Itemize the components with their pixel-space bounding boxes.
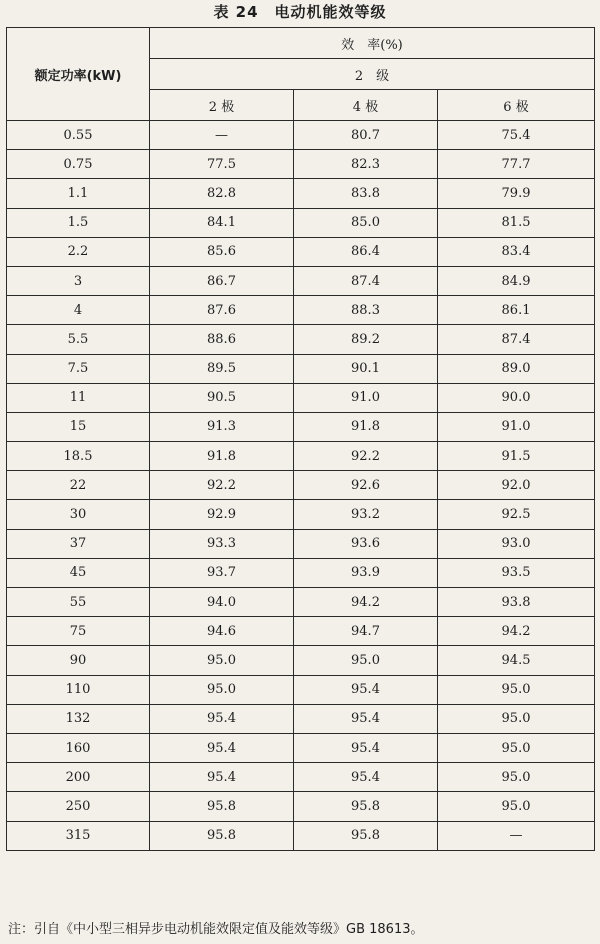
efficiency-cell: 93.3 — [150, 529, 294, 558]
efficiency-cell: 85.0 — [294, 208, 438, 237]
rated-power-cell: 250 — [7, 792, 150, 821]
efficiency-cell: 92.0 — [438, 471, 595, 500]
table-row — [7, 296, 595, 325]
efficiency-cell: 81.5 — [438, 208, 595, 237]
efficiency-cell: 87.6 — [150, 296, 294, 325]
efficiency-cell: 94.6 — [150, 617, 294, 646]
rated-power-cell: 37 — [7, 529, 150, 558]
rated-power-cell: 3 — [7, 266, 150, 295]
efficiency-cell: 95.0 — [150, 675, 294, 704]
efficiency-cell: 86.4 — [294, 237, 438, 266]
efficiency-cell: 94.2 — [294, 588, 438, 617]
efficiency-cell: 90.0 — [438, 383, 595, 412]
efficiency-cell: 75.4 — [438, 121, 595, 150]
efficiency-cell: 95.4 — [294, 763, 438, 792]
efficiency-cell: 95.0 — [294, 646, 438, 675]
table-row — [7, 471, 595, 500]
efficiency-cell: 86.7 — [150, 266, 294, 295]
table-row — [7, 383, 595, 412]
efficiency-cell: 82.3 — [294, 150, 438, 179]
table-row — [7, 237, 595, 266]
table-title: 表 24 电动机能效等级 — [213, 3, 387, 21]
table-row — [7, 617, 595, 646]
efficiency-cell: 95.0 — [438, 704, 595, 733]
efficiency-cell: 92.5 — [438, 500, 595, 529]
rated-power-cell: 4 — [7, 296, 150, 325]
footnote: 注：引自《中小型三相异步电动机能效限定值及能效等级》GB 18613。 — [8, 922, 424, 937]
rated-power-cell: 132 — [7, 704, 150, 733]
table-row — [7, 792, 595, 821]
rated-power-cell: 15 — [7, 412, 150, 441]
rated-power-cell: 2.2 — [7, 237, 150, 266]
efficiency-cell: 91.8 — [150, 442, 294, 471]
efficiency-cell: 92.6 — [294, 471, 438, 500]
table-row — [7, 558, 595, 587]
efficiency-cell: 83.4 — [438, 237, 595, 266]
table-row — [7, 325, 595, 354]
efficiency-cell: 89.0 — [438, 354, 595, 383]
efficiency-cell: — — [438, 821, 595, 850]
efficiency-cell: 92.2 — [294, 442, 438, 471]
efficiency-cell: 87.4 — [294, 266, 438, 295]
efficiency-cell: 88.3 — [294, 296, 438, 325]
efficiency-cell: 93.2 — [294, 500, 438, 529]
efficiency-cell: 95.4 — [294, 675, 438, 704]
efficiency-cell: 79.9 — [438, 179, 595, 208]
efficiency-header: 效 率(%) — [150, 28, 595, 59]
rated-power-header: 额定功率(kW) — [7, 28, 150, 121]
efficiency-table — [6, 27, 595, 851]
efficiency-cell: 95.0 — [438, 733, 595, 762]
efficiency-cell: 95.8 — [150, 792, 294, 821]
rated-power-cell: 55 — [7, 588, 150, 617]
pole-header-4: 4 极 — [294, 90, 438, 121]
rated-power-cell: 110 — [7, 675, 150, 704]
rated-power-cell: 200 — [7, 763, 150, 792]
efficiency-cell: 85.6 — [150, 237, 294, 266]
table-row — [7, 704, 595, 733]
table-row — [7, 354, 595, 383]
efficiency-cell: 91.5 — [438, 442, 595, 471]
efficiency-cell: 95.4 — [294, 733, 438, 762]
table-row — [7, 179, 595, 208]
efficiency-cell: 86.1 — [438, 296, 595, 325]
efficiency-cell: 94.5 — [438, 646, 595, 675]
rated-power-cell: 1.1 — [7, 179, 150, 208]
efficiency-cell: 92.9 — [150, 500, 294, 529]
rated-power-cell: 5.5 — [7, 325, 150, 354]
efficiency-cell: 80.7 — [294, 121, 438, 150]
rated-power-cell: 45 — [7, 558, 150, 587]
efficiency-cell: 91.0 — [438, 412, 595, 441]
efficiency-cell: 95.0 — [438, 675, 595, 704]
rated-power-cell: 75 — [7, 617, 150, 646]
efficiency-cell: 93.0 — [438, 529, 595, 558]
table-row — [7, 733, 595, 762]
efficiency-cell: 95.0 — [438, 763, 595, 792]
efficiency-cell: — — [150, 121, 294, 150]
rated-power-cell: 160 — [7, 733, 150, 762]
efficiency-cell: 77.5 — [150, 150, 294, 179]
efficiency-cell: 93.5 — [438, 558, 595, 587]
efficiency-cell: 87.4 — [438, 325, 595, 354]
efficiency-cell: 93.9 — [294, 558, 438, 587]
efficiency-cell: 77.7 — [438, 150, 595, 179]
efficiency-cell: 94.7 — [294, 617, 438, 646]
efficiency-cell: 95.4 — [294, 704, 438, 733]
rated-power-cell: 315 — [7, 821, 150, 850]
efficiency-cell: 89.2 — [294, 325, 438, 354]
efficiency-cell: 95.4 — [150, 704, 294, 733]
table-row — [7, 208, 595, 237]
table-row — [7, 588, 595, 617]
rated-power-cell: 1.5 — [7, 208, 150, 237]
efficiency-cell: 92.2 — [150, 471, 294, 500]
rated-power-cell: 30 — [7, 500, 150, 529]
efficiency-cell: 95.4 — [150, 763, 294, 792]
table-row — [7, 442, 595, 471]
rated-power-cell: 0.75 — [7, 150, 150, 179]
table-row — [7, 821, 595, 850]
efficiency-cell: 91.3 — [150, 412, 294, 441]
efficiency-cell: 84.9 — [438, 266, 595, 295]
table-row — [7, 412, 595, 441]
efficiency-cell: 82.8 — [150, 179, 294, 208]
efficiency-cell: 93.6 — [294, 529, 438, 558]
table-row — [7, 529, 595, 558]
table-body — [7, 121, 595, 851]
efficiency-cell: 93.7 — [150, 558, 294, 587]
efficiency-cell: 90.1 — [294, 354, 438, 383]
efficiency-cell: 95.0 — [150, 646, 294, 675]
efficiency-cell: 94.2 — [438, 617, 595, 646]
efficiency-cell: 95.4 — [150, 733, 294, 762]
efficiency-cell: 95.0 — [438, 792, 595, 821]
efficiency-cell: 93.8 — [438, 588, 595, 617]
efficiency-cell: 88.6 — [150, 325, 294, 354]
grade-header: 2 级 — [150, 59, 595, 90]
efficiency-cell: 84.1 — [150, 208, 294, 237]
rated-power-cell: 22 — [7, 471, 150, 500]
efficiency-cell: 94.0 — [150, 588, 294, 617]
rated-power-cell: 18.5 — [7, 442, 150, 471]
efficiency-cell: 90.5 — [150, 383, 294, 412]
efficiency-cell: 91.8 — [294, 412, 438, 441]
table-row — [7, 763, 595, 792]
table-row — [7, 266, 595, 295]
efficiency-cell: 95.8 — [150, 821, 294, 850]
pole-header-6: 6 极 — [438, 90, 595, 121]
table-row — [7, 500, 595, 529]
table-row — [7, 121, 595, 150]
table-row — [7, 646, 595, 675]
rated-power-cell: 7.5 — [7, 354, 150, 383]
rated-power-cell: 11 — [7, 383, 150, 412]
efficiency-cell: 91.0 — [294, 383, 438, 412]
pole-header-2: 2 极 — [150, 90, 294, 121]
efficiency-cell: 89.5 — [150, 354, 294, 383]
efficiency-cell: 95.8 — [294, 792, 438, 821]
efficiency-cell: 95.8 — [294, 821, 438, 850]
table-row — [7, 150, 595, 179]
rated-power-cell: 90 — [7, 646, 150, 675]
rated-power-cell: 0.55 — [7, 121, 150, 150]
table-row — [7, 675, 595, 704]
efficiency-cell: 83.8 — [294, 179, 438, 208]
